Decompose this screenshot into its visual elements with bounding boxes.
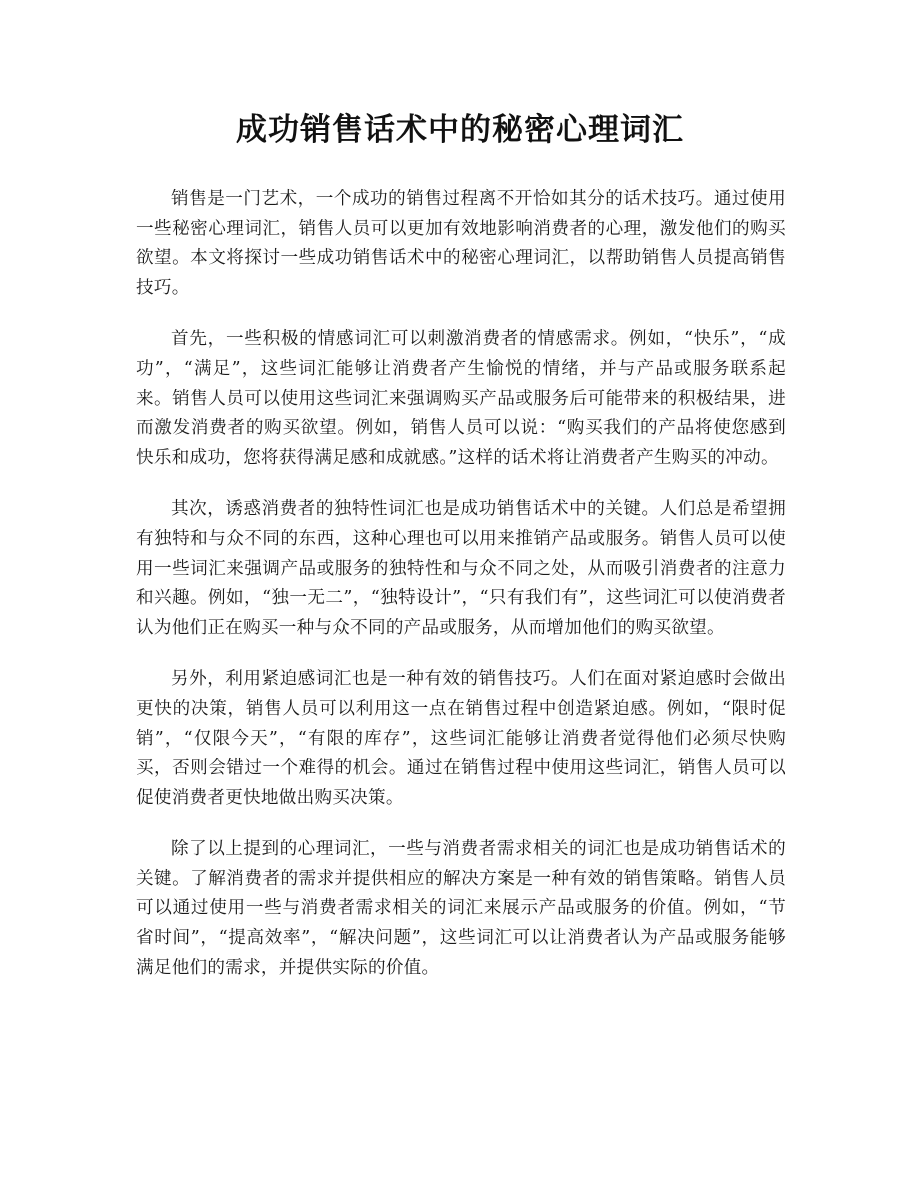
paragraph-4: 另外，利用紧迫感词汇也是一种有效的销售技巧。人们在面对紧迫感时会做出更快的决策，销售人员可以利用这一点在销售过程中创造紧迫感。例如，“限时促销”，“仅限今天”，“有限的库存”，这些词汇能够让消费者觉得他们必须尽快购买，否则会错过一个难得的机会。通过在销售过程中使用这些词汇，销售人员可以促使消费者更快地做出购买决策。	[136, 669, 786, 808]
paragraph-1: 销售是一门艺术，一个成功的销售过程离不开恰如其分的话术技巧。通过使用一些秘密心理词汇，销售人员可以更加有效地影响消费者的心理，激发他们的购买欲望。本文将探讨一些成功销售话术中的秘密心理词汇，以帮助销售人员提高销售技巧。	[136, 189, 786, 298]
paragraph-2: 首先，一些积极的情感词汇可以刺激消费者的情感需求。例如，“快乐”，“成功”，“满足”，这些词汇能够让消费者产生愉悦的情绪，并与产品或服务联系起来。销售人员可以使用这些词汇来强调购买产品或服务后可能带来的积极结果，进而激发消费者的购买欲望。例如，销售人员可以说：“购买我们的产品将使您感到快乐和成功，您将获得满足感和成就感。”这样的话术将让消费者产生购买的冲动。	[136, 329, 786, 468]
paragraph-5: 除了以上提到的心理词汇，一些与消费者需求相关的词汇也是成功销售话术的关键。了解消费者的需求并提供相应的解决方案是一种有效的销售策略。销售人员可以通过使用一些与消费者需求相关的词汇来展示产品或服务的价值。例如，“节省时间”，“提高效率”，“解决问题”，这些词汇可以让消费者认为产品或服务能够满足他们的需求，并提供实际的价值。	[136, 839, 786, 978]
document-body	[136, 185, 786, 1005]
paragraph-3: 其次，诱惑消费者的独特性词汇也是成功销售话术中的关键。人们总是希望拥有独特和与众不同的东西，这种心理也可以用来推销产品或服务。销售人员可以使用一些词汇来强调产品或服务的独特性和与众不同之处，从而吸引消费者的注意力和兴趣。例如，“独一无二”，“独特设计”，“只有我们有”，这些词汇可以使消费者认为他们正在购买一种与众不同的产品或服务，从而增加他们的购买欲望。	[136, 499, 786, 638]
document-title: 成功销售话术中的秘密心理词汇	[236, 112, 684, 148]
